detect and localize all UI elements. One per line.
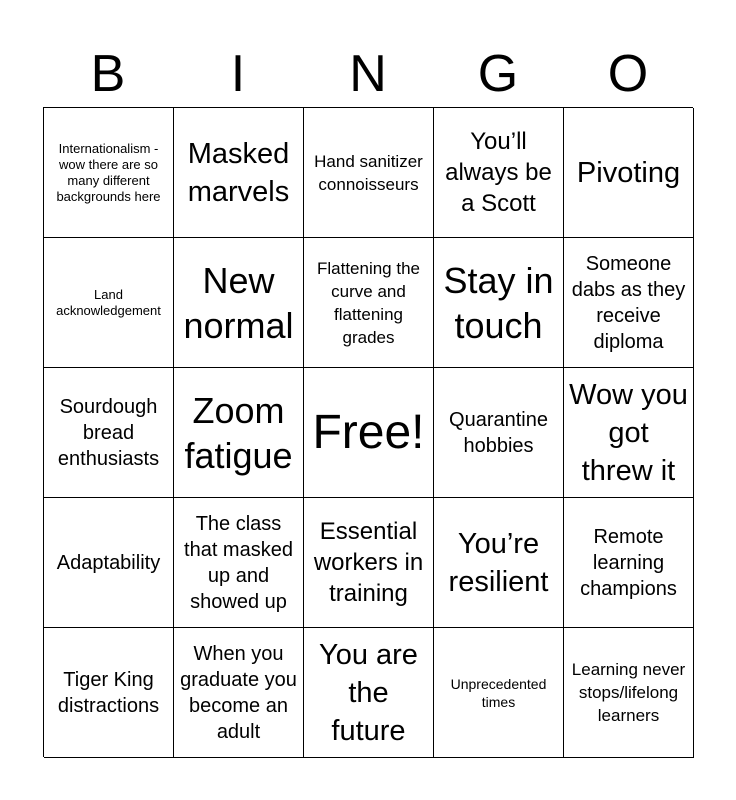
bingo-cell[interactable] [434,108,564,238]
bingo-cell[interactable] [304,108,434,238]
cell-text: Remote learning champions [580,525,677,600]
header-letter-b: B [90,45,126,103]
bingo-cell[interactable] [434,368,564,498]
cell-text: Pivoting [576,156,681,189]
bingo-cell[interactable] [44,628,174,758]
cell-text: You’re resilient [448,527,549,598]
bingo-cell[interactable] [304,238,434,368]
cell-text: You are the future [319,638,418,747]
cell-text: Someone dabs as they receive diploma [571,252,686,353]
bingo-cell[interactable] [174,238,304,368]
bingo-cell[interactable] [434,628,564,758]
bingo-cell[interactable] [44,498,174,628]
free-space-cell[interactable] [304,368,434,498]
cell-text: Quarantine hobbies [449,408,548,457]
bingo-cell[interactable] [174,108,304,238]
cell-text: Hand sanitizer connoisseurs [314,151,423,194]
bingo-cell[interactable] [434,498,564,628]
cell-text: New normal [183,259,294,346]
cell-text: Adaptability [56,551,161,574]
bingo-cell[interactable] [44,368,174,498]
header-letter-o: O [607,45,649,103]
bingo-cell[interactable] [174,628,304,758]
bingo-cell[interactable] [564,498,694,628]
cell-text: Masked marvels [187,137,290,208]
cell-text: Essential workers in training [313,518,424,607]
bingo-cell[interactable] [174,498,304,628]
bingo-cell[interactable] [564,368,694,498]
cell-text: Zoom fatigue [184,389,293,476]
bingo-cell[interactable] [174,368,304,498]
cell-text: Internationalism - wow there are so many different backgrounds here [56,140,161,204]
bingo-cell[interactable] [564,238,694,368]
cell-text: Learning never stops/lifelong learners [571,660,686,725]
cell-text: Flattening the curve and flattening grades [316,258,420,347]
bingo-card [43,107,693,757]
bingo-cell[interactable] [564,628,694,758]
bingo-cell[interactable] [434,238,564,368]
header-letter-i: I [230,45,246,103]
bingo-cell[interactable] [304,498,434,628]
cell-text: Land acknowledgement [56,286,161,318]
cell-text: The class that masked up and showed up [184,512,293,613]
cell-text: Tiger King distractions [57,668,160,717]
cell-text: Sourdough bread enthusiasts [57,395,160,470]
bingo-header [43,40,693,108]
cell-text: Unprecedented times [450,675,547,710]
header-letter-g: G [477,45,519,103]
bingo-cell[interactable] [304,628,434,758]
cell-text: Free! [312,405,425,459]
cell-text: Wow you got threw it [569,378,688,487]
cell-text: When you graduate you become an adult [180,642,297,743]
bingo-cell[interactable] [564,108,694,238]
cell-text: You’ll always be a Scott [445,128,552,217]
bingo-cell[interactable] [44,108,174,238]
bingo-cell[interactable] [44,238,174,368]
cell-text: Stay in touch [443,259,554,346]
header-letter-n: N [349,45,387,103]
